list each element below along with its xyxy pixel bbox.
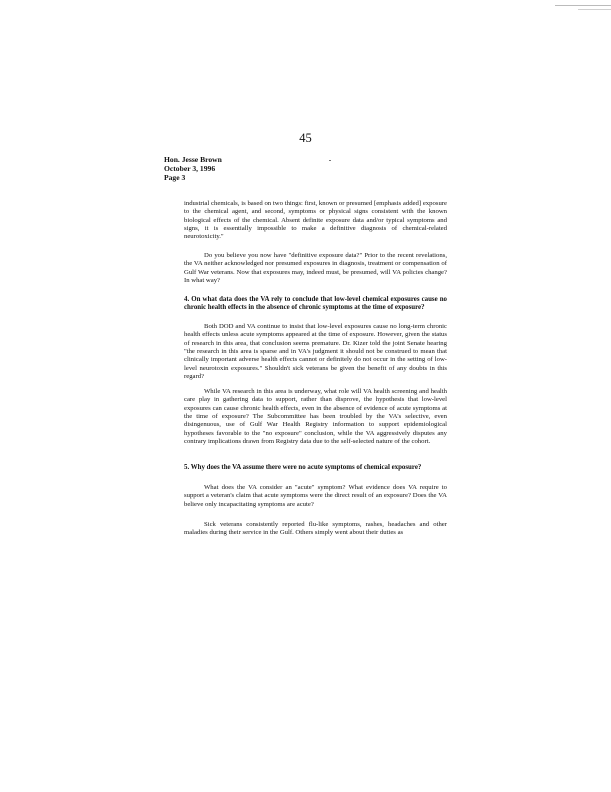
header-page: Page 3 <box>164 172 186 182</box>
paragraph-va-research <box>184 388 447 446</box>
question-5-block <box>184 464 447 472</box>
question-4-block <box>184 296 447 313</box>
top-edge-rule <box>555 5 611 6</box>
paragraph-6: Sick veterans consistently reported flu-like symptoms, rashes, headaches and other maladies during their service in the Gulf. Others simply went about their duties as <box>184 521 447 537</box>
header-recipient: Hon. Jesse Brown <box>164 155 222 164</box>
paragraph-5: What does the VA consider an "acute" symptom? What evidence does VA require to support a veteran's claim that acute symptoms were the direct result of an exposure? Does the VA believe only incapacitating symptoms are acute? <box>184 484 447 508</box>
paragraph-definitive-data <box>184 252 447 285</box>
paragraph-4: While VA research in this area is underway, what role will VA health screening and health care play in gathering data to support, rather than disprove, the hypothesis that low-level exposures can cause chronic health effects, even in the absence of evidence of acute symptoms at the time of exposure? The Subcommittee has been troubled by the VA's selective, even disingenuous, use of Gulf War Health Registry information to support epidemiological hypotheses favorable to the "no exposure" conclusion, while the VA aggressively disputes any contrary implications drawn from Registry data due to the self-selected nature of the cohort. <box>184 388 447 446</box>
paragraph-acute-symptom <box>184 484 447 509</box>
paragraph-2: Do you believe you now have "definitive exposure data?" Prior to the recent revelations, the VA neither acknowledged nor presumed exposures in diagnosis, treatment or compensation of Gulf War veterans. Now that exposures may, indeed must, be presumed, will VA policies change? In what way? <box>184 252 447 285</box>
page-number: 45 <box>299 131 312 145</box>
paragraph-dod-va <box>184 323 447 381</box>
scan-speck <box>329 160 331 161</box>
paragraph-1: industrial chemicals, is based on two things: first, known or presumed [emphasis added] exposure to the chemical agent, and second, symptoms or physical signs consistent with the known biological effects of the chemical. Absent definite exposure data and/or typical symptoms and signs, it is essentially impossible to make a definitive diagnosis of chemical-related neurotoxicity." <box>184 200 447 241</box>
paragraph-quote-end <box>184 200 447 242</box>
paragraph-3: Both DOD and VA continue to insist that low-level exposures cause no long-term chronic health effects unless acute symptoms appeared at the time of exposure. However, given the status of research in this area, that conclusion seems premature. Dr. Kizer told the joint Senate hearing "the research in this area is sparse and in VA's judgment it should not be construed to mean that clinically important adverse health effects cannot or definitely do not occur in the setting of low-level neurotoxin exposures." Shouldn't sick veterans be given the benefit of any doubts in this regard? <box>184 323 447 381</box>
letter-header <box>164 156 222 183</box>
top-edge-rule-secondary <box>578 9 611 10</box>
question-5-heading: 5. Why does the VA assume there were no acute symptoms of chemical exposure? <box>184 464 422 471</box>
paragraph-sick-veterans <box>184 521 447 538</box>
question-4-heading: 4. On what data does the VA rely to conclude that low-level chemical exposures cause no chronic health effects in the absence of chronic symptoms at the time of exposure? <box>184 296 447 312</box>
header-date: October 3, 1996 <box>164 163 216 173</box>
